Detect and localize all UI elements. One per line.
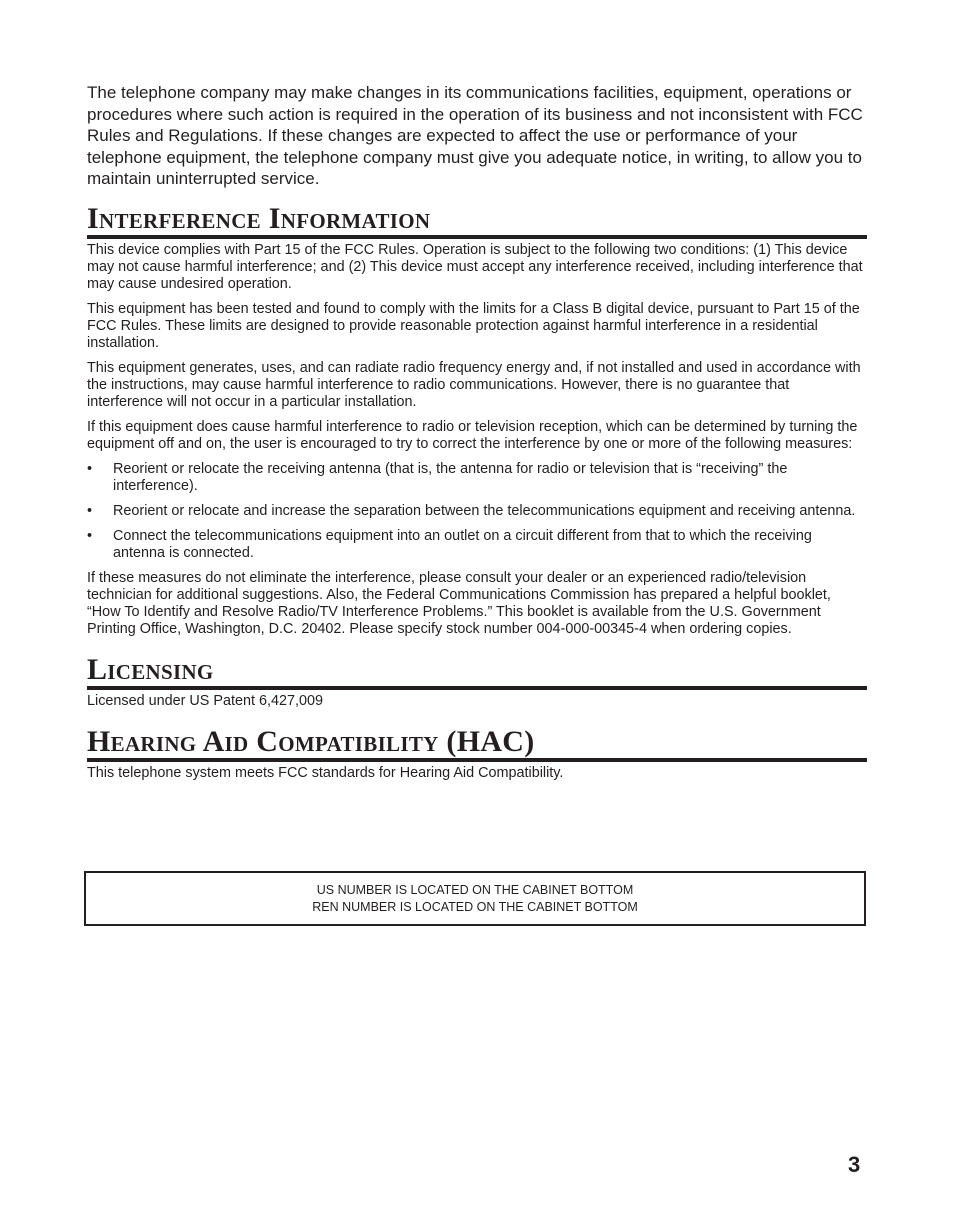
- interference-paragraph-3: This equipment generates, uses, and can radiate radio frequency energy and, if not installed and used in accordance with the instructions, may cause harmful interference to radio communications. However, there is no guarantee that interference will not occur in a particular installation.: [87, 359, 861, 410]
- interference-paragraph-1: This device complies with Part 15 of the FCC Rules. Operation is subject to the following two conditions: (1) This device may not cause harmful interference; and (2) This device must accept any interference received, including interference that may cause undesired operation.: [87, 241, 863, 292]
- page-content: [87, 82, 867, 782]
- list-item: [87, 528, 867, 562]
- us-number-notice: US NUMBER IS LOCATED ON THE CABINET BOTTOM: [316, 883, 634, 897]
- bullet-icon: •: [87, 502, 93, 519]
- interference-paragraph-5: If these measures do not eliminate the interference, please consult your dealer or an experienced radio/television technician for additional suggestions. Also, the Federal Communications Commission has prepared a helpful booklet, “How To Identify and Resolve Radio/TV Interference Problems.” This booklet is available from the U.S. Government Printing Office, Washington, D.C. 20402. Please specify stock number 004-000-00345-4 when ordering copies.: [87, 569, 831, 637]
- interference-paragraph-2: This equipment has been tested and found to comply with the limits for a Class B digital device, pursuant to Part 15 of the FCC Rules. These limits are designed to provide reasonable protection against harmful interference in a residential installation.: [87, 300, 860, 351]
- notice-box: [84, 871, 866, 926]
- licensing-heading: Licensing: [87, 654, 867, 690]
- list-item: [87, 503, 867, 520]
- licensing-text: Licensed under US Patent 6,427,009: [87, 692, 324, 709]
- intro-paragraph: The telephone company may make changes in its communications facilities, equipment, operations or procedures where such action is required in the operation of its business and not inconsistent with FCC Rules and Regulations. If these changes are expected to affect the use or performance of your telephone equipment, the telephone company must give you adequate notice, in writing, to allow you to maintain uninterrupted service.: [87, 83, 863, 189]
- list-item: [87, 461, 867, 495]
- hac-text: This telephone system meets FCC standards for Hearing Aid Compatibility.: [87, 764, 564, 781]
- list-item-text: Connect the telecommunications equipment into an outlet on a circuit different from that to which the receiving antenna is connected.: [113, 527, 812, 561]
- list-item-text: Reorient or relocate and increase the separation between the telecommunications equipment and receiving antenna.: [113, 502, 856, 519]
- bullet-icon: •: [87, 527, 93, 544]
- list-item-text: Reorient or relocate the receiving antenna (that is, the antenna for radio or television that is “receiving” the interference).: [113, 460, 788, 494]
- ren-number-notice: REN NUMBER IS LOCATED ON THE CABINET BOTTOM: [312, 900, 638, 914]
- hac-heading: Hearing Aid Compatibility (HAC): [87, 726, 867, 762]
- measures-list: [87, 461, 867, 562]
- page-number: 3: [848, 1152, 861, 1177]
- interference-paragraph-4: If this equipment does cause harmful interference to radio or television reception, which can be determined by turning the equipment off and on, the user is encouraged to try to correct the interference by one or more of the following measures:: [87, 418, 858, 452]
- interference-heading: Interference Information: [87, 203, 867, 239]
- bullet-icon: •: [87, 460, 93, 477]
